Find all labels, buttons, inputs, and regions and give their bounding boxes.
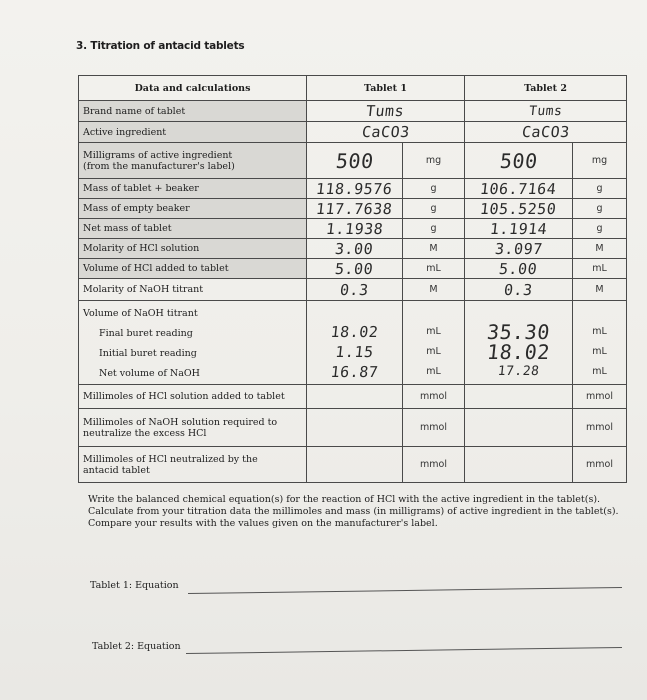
row-label: [79, 143, 307, 179]
vol-hcl-t2-value: 5.00: [498, 259, 539, 278]
row-label: [79, 447, 307, 483]
tablet-1-equation-line[interactable]: [188, 587, 622, 594]
unit-label: g: [403, 219, 465, 239]
net-mass-t1-cell[interactable]: [307, 219, 403, 239]
unit-label: M: [403, 279, 465, 301]
unit-label: mmol: [403, 385, 465, 409]
table-row: [79, 239, 627, 259]
net-volume-label: Net volume of NaOH: [99, 368, 200, 379]
mg-t2-value: 500: [498, 148, 539, 173]
unit-label: mg: [573, 143, 627, 179]
unit-label: mg: [403, 143, 465, 179]
instructions-text: Write the balanced chemical equation(s) for the reaction of HCl with the active ingredient in the tablet(s). Calculate from your titration data the millimoles and mass (in milligrams) of active ingredient in the tablet(s). Compare your results with the values given on the manufacturer's label.: [88, 494, 619, 529]
table-row: [79, 301, 627, 385]
table-row: [79, 143, 627, 179]
unit-label: mL: [592, 346, 607, 357]
header-tablet-2: Tablet 2: [465, 76, 627, 101]
row-label: Brand name of tablet: [79, 101, 307, 122]
brand-t2-value: Tums: [528, 103, 563, 119]
row-label: Molarity of NaOH titrant: [79, 279, 307, 301]
net-mass-t2-cell[interactable]: [465, 219, 573, 239]
table-row: [79, 101, 627, 122]
molarity-naoh-t1-cell[interactable]: [307, 279, 403, 301]
unit-label: g: [403, 179, 465, 199]
unit-label: mL: [403, 259, 465, 279]
unit-label: g: [403, 199, 465, 219]
unit-label: mL: [426, 326, 441, 337]
molarity-naoh-t1-value: 0.3: [339, 280, 370, 299]
tablet-1-equation-label: Tablet 1: Equation: [90, 580, 179, 591]
molarity-hcl-t1-cell[interactable]: [307, 239, 403, 259]
row-label: Molarity of HCl solution: [79, 239, 307, 259]
mmol-hcl-t1-cell[interactable]: [307, 385, 403, 409]
tablet-2-equation-label: Tablet 2: Equation: [92, 641, 181, 652]
vol-hcl-t1-cell[interactable]: [307, 259, 403, 279]
unit-column: [573, 301, 627, 385]
row-label: [79, 409, 307, 447]
table-row: [79, 385, 627, 409]
ingredient-t2-value: CaCO3: [520, 123, 571, 141]
mmol-naoh-t2-cell[interactable]: [465, 409, 573, 447]
vol-naoh-t1-cell[interactable]: [307, 301, 403, 385]
table-header-row: [79, 76, 627, 101]
mmol-neut-t1-cell[interactable]: [307, 447, 403, 483]
table-row: [79, 447, 627, 483]
molarity-naoh-t2-value: 0.3: [503, 280, 534, 299]
molarity-hcl-t2-cell[interactable]: [465, 239, 573, 259]
row-label-line-1: Millimoles of NaOH solution required to: [83, 416, 278, 428]
mass-tab-t1-cell[interactable]: [307, 179, 403, 199]
tablet-2-equation-line[interactable]: [186, 647, 622, 654]
row-label-line-1: Milligrams of active ingredient: [83, 149, 233, 161]
vol-hcl-t2-cell[interactable]: [465, 259, 573, 279]
molarity-hcl-t2-value: 3.097: [493, 239, 544, 258]
net-t1-value: 16.87: [329, 363, 380, 381]
row-label: Mass of tablet + beaker: [79, 179, 307, 199]
section-title: 3. Titration of antacid tablets: [76, 40, 245, 52]
table-row: [79, 122, 627, 143]
row-label-line-2: neutralize the excess HCl: [83, 427, 207, 439]
unit-label: mmol: [573, 385, 627, 409]
unit-label: mmol: [403, 409, 465, 447]
net-t2-value: 17.28: [496, 364, 541, 379]
mmol-hcl-t2-cell[interactable]: [465, 385, 573, 409]
unit-label: M: [573, 279, 627, 301]
mass-tab-t2-cell[interactable]: [465, 179, 573, 199]
unit-label: mL: [592, 366, 607, 377]
row-label: Millimoles of HCl solution added to tablet: [79, 385, 307, 409]
initial-t1-value: 1.15: [334, 343, 375, 361]
mass-empty-t1-value: 117.7638: [315, 199, 394, 218]
mmol-neut-t2-cell[interactable]: [465, 447, 573, 483]
final-t2-value: 35.30: [485, 320, 552, 344]
mass-tab-t2-value: 106.7164: [479, 179, 558, 198]
row-label: Mass of empty beaker: [79, 199, 307, 219]
row-label-line-2: antacid tablet: [83, 464, 150, 476]
final-t1-value: 18.02: [329, 323, 380, 341]
unit-label: mL: [426, 346, 441, 357]
net-mass-t1-value: 1.1938: [324, 219, 385, 238]
table-row: [79, 179, 627, 199]
mass-empty-t2-value: 105.5250: [479, 199, 558, 218]
brand-t1-value: Tums: [365, 102, 406, 120]
ingredient-t2-cell[interactable]: [465, 122, 627, 143]
ingredient-t1-cell[interactable]: [307, 122, 465, 143]
unit-label: mmol: [573, 409, 627, 447]
unit-label: M: [403, 239, 465, 259]
unit-label: mL: [573, 259, 627, 279]
unit-label: mL: [426, 366, 441, 377]
header-data: Data and calculations: [79, 76, 307, 101]
unit-label: g: [573, 199, 627, 219]
mg-t2-cell[interactable]: [465, 143, 573, 179]
mg-t1-cell[interactable]: [307, 143, 403, 179]
row-label: Active ingredient: [79, 122, 307, 143]
unit-label: mL: [592, 326, 607, 337]
table-row: [79, 279, 627, 301]
mass-tab-t1-value: 118.9576: [315, 179, 394, 198]
table-row: [79, 219, 627, 239]
table-row: [79, 199, 627, 219]
unit-column: [403, 301, 465, 385]
table-row: [79, 409, 627, 447]
unit-label: M: [573, 239, 627, 259]
final-buret-label: Final buret reading: [99, 328, 193, 339]
vol-naoh-label: Volume of NaOH titrant: [83, 308, 198, 319]
mass-empty-t1-cell[interactable]: [307, 199, 403, 219]
molarity-hcl-t1-value: 3.00: [334, 239, 375, 258]
row-label: Volume of HCl added to tablet: [79, 259, 307, 279]
initial-t2-value: 18.02: [485, 340, 552, 364]
mg-t1-value: 500: [334, 148, 375, 173]
vol-naoh-t2-cell[interactable]: [465, 301, 573, 385]
brand-t2-cell[interactable]: [465, 101, 627, 122]
row-label-line-2: (from the manufacturer's label): [83, 160, 235, 172]
ingredient-t1-value: CaCO3: [360, 123, 411, 141]
brand-t1-cell[interactable]: [307, 101, 465, 122]
unit-label: g: [573, 219, 627, 239]
header-tablet-1: Tablet 1: [307, 76, 465, 101]
mmol-naoh-t1-cell[interactable]: [307, 409, 403, 447]
table-row: [79, 259, 627, 279]
net-mass-t2-value: 1.1914: [488, 219, 549, 238]
titration-data-table: [78, 75, 627, 483]
vol-hcl-t1-value: 5.00: [334, 259, 375, 278]
mass-empty-t2-cell[interactable]: [465, 199, 573, 219]
unit-label: g: [573, 179, 627, 199]
initial-buret-label: Initial buret reading: [99, 348, 197, 359]
unit-label: mmol: [403, 447, 465, 483]
row-label-line-1: Millimoles of HCl neutralized by the: [83, 453, 258, 465]
molarity-naoh-t2-cell[interactable]: [465, 279, 573, 301]
row-label: Net mass of tablet: [79, 219, 307, 239]
row-label: [79, 301, 307, 385]
unit-label: mmol: [573, 447, 627, 483]
